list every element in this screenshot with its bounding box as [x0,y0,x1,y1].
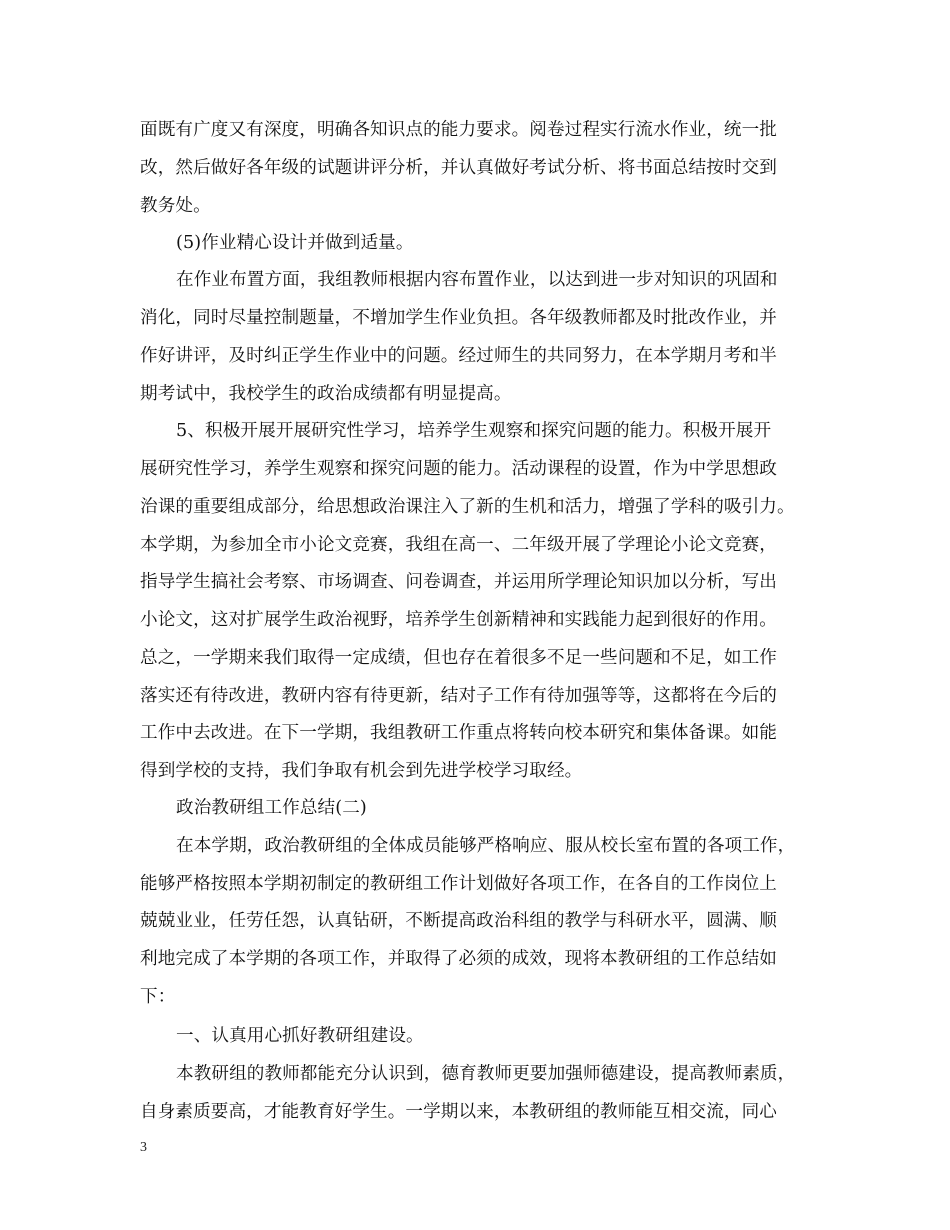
text-line: 在作业布置方面，我组教师根据内容布置作业，以达到进一步对知识的巩固和 [176,270,778,290]
text-line: 自身素质要高，才能教育好学生。一学期以来，本教研组的教师能互相交流，同心 [140,1102,777,1122]
text-line: 一、认真用心抓好教研组建设。 [176,1026,424,1046]
text-line: 小论文，这对扩展学生政治视野，培养学生创新精神和实践能力起到很好的作用。 [140,610,777,630]
text-line: 在本学期，政治教研组的全体成员能够严格响应、服从校长室布置的各项工作， [176,836,796,856]
text-line: 兢兢业业，任劳任怨，认真钻研，不断提高政治科组的教学与科研水平，圆满、顺 [140,911,777,931]
text-line: 消化，同时尽量控制题量，不增加学生作业负担。各年级教师都及时批改作业，并 [140,308,777,328]
text-line: 期考试中，我校学生的政治成绩都有明显提高。 [140,384,512,404]
text-line: 作好讲评，及时纠正学生作业中的问题。经过师生的共同努力，在本学期月考和半 [140,346,777,366]
text-line: 总之，一学期来我们取得一定成绩，但也存在着很多不足一些问题和不足，如工作 [140,648,777,668]
text-line: 教务处。 [140,196,211,216]
text-line: 展研究性学习，养学生观察和探究问题的能力。活动课程的设置，作为中学思想政 [140,459,777,479]
text-line: 5、积极开展开展研究性学习，培养学生观察和探究问题的能力。积极开展开 [176,421,772,441]
text-line: 得到学校的支持，我们争取有机会到先进学校学习取经。 [140,761,583,781]
text-line: 本学期，为参加全市小论文竞赛，我组在高一、二年级开展了学理论小论文竞赛， [140,535,777,555]
text-line: 能够严格按照本学期初制定的教研组工作计划做好各项工作，在各自的工作岗位上 [140,874,777,894]
text-line: 治课的重要组成部分，给思想政治课注入了新的生机和活力，增强了学科的吸引力。 [140,497,795,517]
page-number: 3 [140,1140,147,1155]
text-line: 改，然后做好各年级的试题讲评分析，并认真做好考试分析、将书面总结按时交到 [140,158,777,178]
text-line: 指导学生搞社会考察、市场调查、问卷调查，并运用所学理论知识加以分析，写出 [140,572,777,592]
text-line: 工作中去改进。在下一学期，我组教研工作重点将转向校本研究和集体备课。如能 [140,723,777,743]
text-line: 本教研组的教师都能充分认识到，德育教师更要加强师德建设，提高教师素质， [176,1064,796,1084]
section-heading: 政治教研组工作总结(二) [176,798,367,818]
text-line: 面既有广度又有深度，明确各知识点的能力要求。阅卷过程实行流水作业，统一批 [140,120,777,140]
text-line: 落实还有待改进，教研内容有待更新，结对子工作有待加强等等，这都将在今后的 [140,686,777,706]
text-line: 利地完成了本学期的各项工作，并取得了必须的成效，现将本教研组的工作总结如 [140,949,777,969]
text-line: (5)作业精心设计并做到适量。 [176,233,414,253]
text-line: 下： [140,987,176,1007]
